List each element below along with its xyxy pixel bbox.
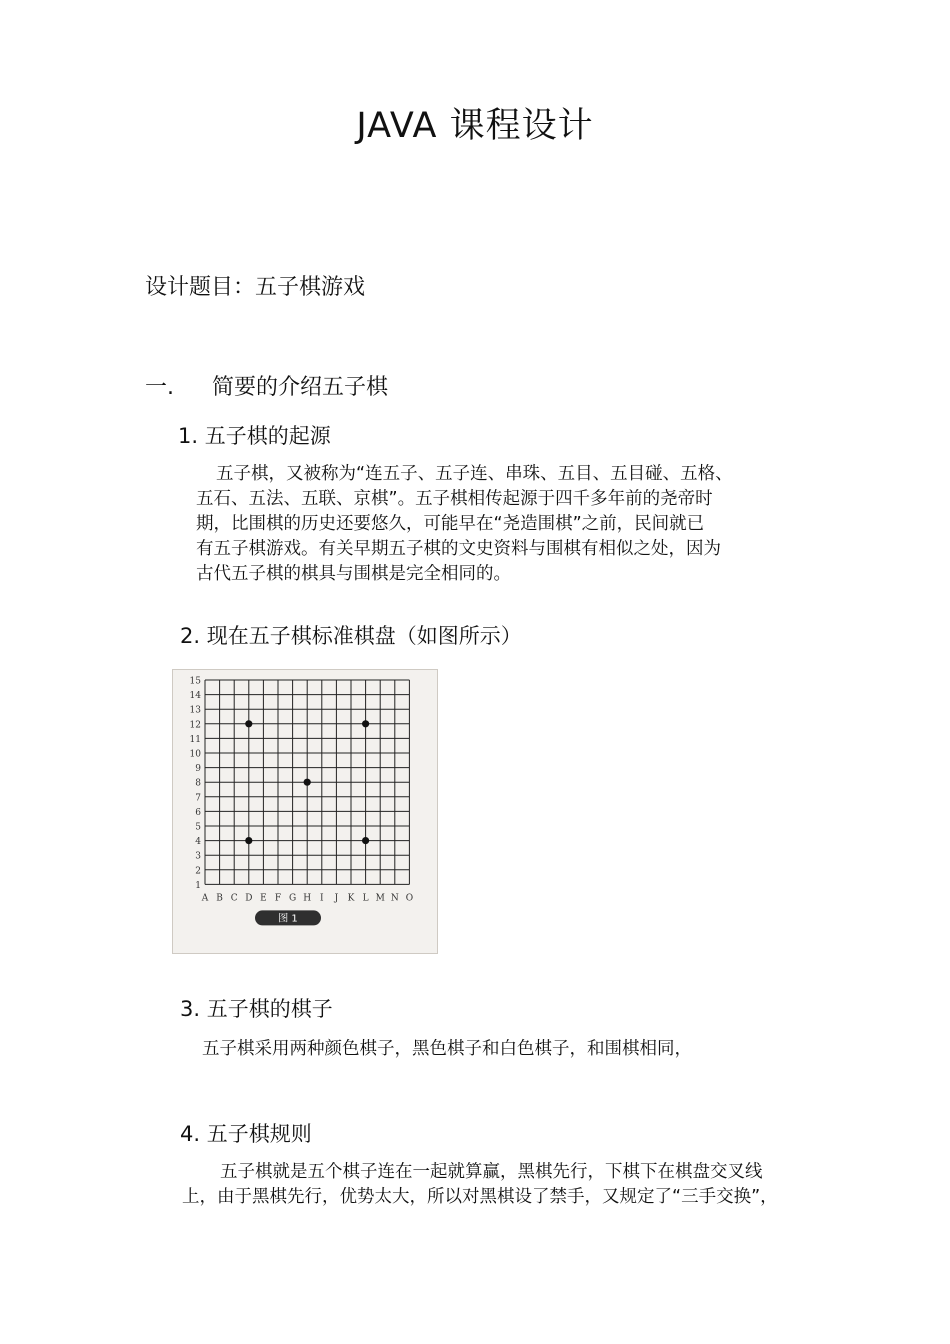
star-point xyxy=(304,779,311,786)
paragraph-line: 期，比围棋的历史还要悠久，可能早在“尧造围棋”之前，民间就已 xyxy=(196,514,705,534)
row-label: 11 xyxy=(189,734,201,745)
section-number: 一. xyxy=(145,375,174,400)
gomoku-board-figure xyxy=(172,669,438,954)
paragraph-line: 五石、五法、五联、京棋”。五子棋相传起源于四千多年前的尧帝时 xyxy=(196,489,713,509)
row-label: 6 xyxy=(195,807,201,818)
column-label: B xyxy=(216,893,223,904)
row-label: 1 xyxy=(195,880,201,891)
row-label: 10 xyxy=(189,749,201,760)
star-point xyxy=(245,720,252,727)
row-label: 15 xyxy=(189,676,201,687)
page-title: JAVA 课程设计 xyxy=(356,106,594,146)
pieces-paragraph: 五子棋采用两种颜色棋子，黑色棋子和白色棋子，和围棋相同， xyxy=(202,1039,692,1059)
figure-caption: 图 1 xyxy=(278,913,298,925)
paragraph-line: 五子棋，又被称为“连五子、五子连、串珠、五目、五目碰、五格、 xyxy=(216,464,733,484)
star-point xyxy=(362,837,369,844)
row-label: 12 xyxy=(189,720,201,731)
subheading-rules: 4. 五子棋规则 xyxy=(180,1122,312,1146)
star-point xyxy=(362,720,369,727)
column-label: C xyxy=(230,893,238,904)
column-label: I xyxy=(320,893,324,904)
column-label: K xyxy=(347,893,355,904)
subheading-pieces: 3. 五子棋的棋子 xyxy=(180,997,333,1021)
column-label: M xyxy=(375,893,385,904)
subheading-board: 2. 现在五子棋标准棋盘（如图所示） xyxy=(180,624,522,648)
column-label: H xyxy=(303,893,312,904)
row-label: 2 xyxy=(195,866,201,877)
column-label: J xyxy=(334,893,339,904)
row-label: 14 xyxy=(189,691,201,702)
column-label: A xyxy=(201,893,209,904)
column-label: N xyxy=(390,893,399,904)
row-label: 7 xyxy=(195,793,201,804)
section-title: 简要的介绍五子棋 xyxy=(212,375,389,400)
row-label: 13 xyxy=(189,705,201,716)
subheading-origin: 1. 五子棋的起源 xyxy=(178,424,331,448)
column-label: E xyxy=(260,893,267,904)
row-label: 4 xyxy=(195,837,201,848)
column-label: O xyxy=(405,893,414,904)
paragraph-line: 古代五子棋的棋具与围棋是完全相同的。 xyxy=(196,564,511,584)
paragraph-line: 五子棋就是五个棋子连在一起就算赢，黑棋先行，下棋下在棋盘交叉线 xyxy=(220,1162,763,1182)
column-label: G xyxy=(288,893,297,904)
gomoku-board xyxy=(173,670,437,953)
star-point xyxy=(245,837,252,844)
row-label: 5 xyxy=(195,822,201,833)
column-label: D xyxy=(245,893,253,904)
paragraph-line: 有五子棋游戏。有关早期五子棋的文史资料与围棋有相似之处，因为 xyxy=(196,539,721,559)
paragraph-line: 上，由于黑棋先行，优势太大，所以对黑棋设了禁手，又规定了“三手交换”， xyxy=(182,1187,778,1207)
origin-paragraph xyxy=(196,462,733,587)
column-label: F xyxy=(274,893,282,904)
row-label: 9 xyxy=(195,764,201,775)
column-label: L xyxy=(362,893,369,904)
row-label: 8 xyxy=(195,778,201,789)
design-topic: 设计题目：五子棋游戏 xyxy=(145,275,366,300)
rules-paragraph xyxy=(182,1160,778,1210)
row-label: 3 xyxy=(195,851,201,862)
